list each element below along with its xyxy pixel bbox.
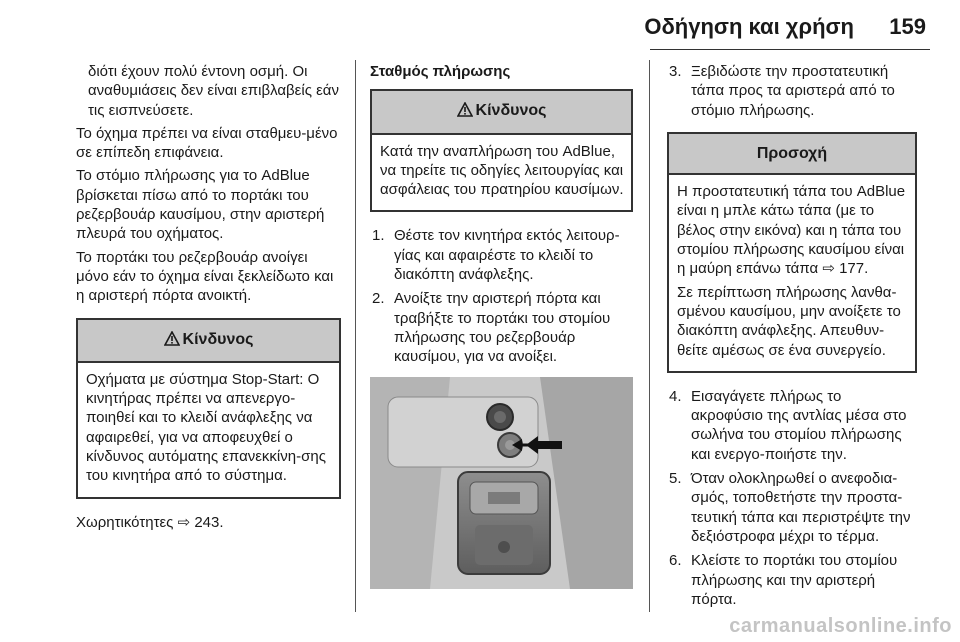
steps-list [370, 226, 633, 366]
notice-box-title: Προσοχή [669, 134, 915, 175]
danger-box-title: Κίνδυνος [475, 102, 547, 120]
danger-box [76, 318, 341, 499]
column-divider [355, 60, 356, 612]
notice-text: Η προστατευτική τάπα του AdBlue είναι η μπλε κάτω τάπα (με το βέλος στην εικόνα) και η τάπα του στομίου πλήρωσης καυσίμου είναι η μαύρη επάνω τάπα ⇨ 177. [677, 183, 906, 278]
danger-box-text: Οχήματα με σύστημα Stop-Start: Ο κινητήρας πρέπει να απενεργο-ποιηθεί και το κλειδί ανάφλεξης να αφαιρεθεί, για να αποφευχθεί ο κίνδυνος αυτόματης επανεκκίνη-σης του κινητήρα από το σύστημα. [86, 370, 326, 485]
danger-box-title: Κίνδυνος [182, 330, 254, 348]
header-rule [650, 49, 930, 50]
column-left [76, 62, 341, 536]
column-middle [370, 62, 633, 589]
arrow-left-icon [526, 435, 562, 460]
page-header [0, 0, 960, 60]
list-item: 4. Εισαγάγετε πλήρως το ακροφύσιο της αντλίας μέσα στο σωλήνα του στομίου πλήρωσης και ενεργο-ποιήστε την. [669, 387, 907, 463]
warning-triangle-icon [457, 102, 473, 122]
list-item: 5. Όταν ολοκληρωθεί ο ανεφοδια-σμός, τοποθετήστε την προστα-τευτική τάπα και περιστρέψτε την δεξιόστροφα μέχρι το τέρμα. [669, 470, 911, 545]
column-divider [649, 60, 650, 612]
notice-box [667, 132, 917, 373]
paragraph: Το πορτάκι του ρεζερβουάρ ανοίγει μόνο εάν το όχημα είναι ξεκλείδωτο και η αριστερή πόρτα ανοικτή. [76, 248, 334, 305]
steps-list [667, 387, 917, 609]
filler-door-photo [370, 377, 633, 589]
arrow-ref-icon: ⇨ [177, 513, 191, 531]
danger-box-text: Κατά την αναπλήρωση του AdBlue, να τηρείτε τις οδηγίες λειτουργίας και ασφάλειας του πρατηρίου καυσίμων. [380, 142, 624, 199]
watermark: carmanualsonline.info [729, 615, 952, 637]
danger-box-header [78, 320, 339, 363]
page-title: Οδήγηση και χρήση [644, 14, 854, 39]
list-item: 3. Ξεβιδώστε την προστατευτική τάπα προς τα αριστερά από το στόμιο πλήρωσης. [669, 63, 895, 119]
section-title: Σταθμός πλήρωσης [370, 63, 511, 80]
danger-box-header [372, 91, 631, 134]
paragraph: διότι έχουν πολύ έντονη οσμή. Οι αναθυμιάσεις δεν είναι επιβλαβείς εάν τις εισπνεύσετε. [88, 63, 339, 119]
paragraph: Το στόμιο πλήρωσης για το AdBlue βρίσκεται πίσω από το πορτάκι του ρεζερβουάρ καυσίμου, στην αριστερή πλευρά του οχήματος. [76, 167, 325, 243]
list-item: 2. Ανοίξτε την αριστερή πόρτα και τραβήξτε το πορτάκι του στομίου πλήρωσης του ρεζερβουάρ καυσίμου, για να ανοίξει. [372, 290, 611, 366]
column-right [667, 62, 917, 614]
notice-text: Σε περίπτωση πλήρωσης λανθα-σμένου καυσίμου, μην ανοίξετε το διακόπτη ανάφλεξης. Απευθυν-θείτε αμέσως σε ένα συνεργείο. [677, 283, 901, 359]
page-ref-link[interactable]: 177. [839, 260, 869, 278]
page-ref-link[interactable]: 243. [194, 513, 224, 531]
list-item: 1. Θέστε τον κινητήρα εκτός λειτουρ-γίας και αφαιρέστε το κλειδί το διακόπτη ανάφλεξης. [372, 227, 620, 284]
paragraph: Το όχημα πρέπει να είναι σταθμευ-μένο σε επίπεδη επιφάνεια. [76, 124, 338, 162]
cross-reference: Χωρητικότητες ⇨ 243. [76, 513, 224, 531]
arrow-ref-icon: ⇨ [822, 260, 835, 278]
page-number: 159 [889, 14, 926, 39]
steps-list [667, 62, 917, 120]
list-item: 6. Κλείστε το πορτάκι του στομίου πλήρωσης και την αριστερή πόρτα. [669, 552, 898, 608]
warning-triangle-icon [164, 331, 180, 351]
danger-box [370, 89, 633, 212]
